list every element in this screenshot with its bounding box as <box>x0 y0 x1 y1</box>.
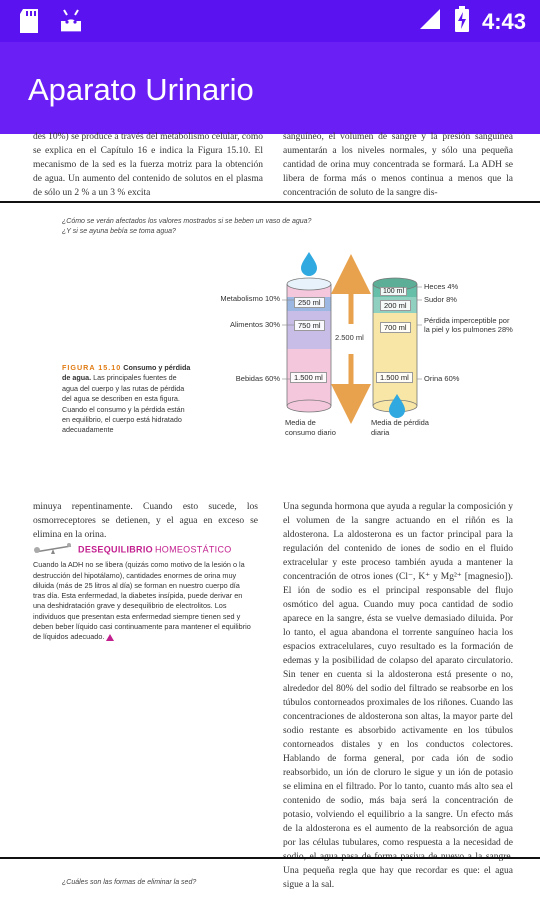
figure-question-2: ¿Y si se ayuna bebía se toma agua? <box>62 228 176 235</box>
intake-label-drinks: Bebidas 60% <box>235 374 280 383</box>
output-volume-skin-lungs: 700 ml <box>380 322 411 333</box>
top-left-paragraph: des 10%) se produce a través del metabolismo celular, como se explica en el Capítulo 16 e indica la Figura 15.10. El mecanismo de la sed es la fuerza motriz para la obtención de agua. Un aumento del contenido de solutos en el plasma de sólo un 2 % a un 3 % excita <box>33 132 263 198</box>
status-bar <box>0 0 540 42</box>
intake-cylinder <box>287 252 331 412</box>
app-title: Aparato Urinario <box>28 72 254 107</box>
output-caption: Media de pérdida diaria <box>371 418 429 437</box>
divider <box>0 857 540 859</box>
water-balance-diagram <box>0 134 540 474</box>
intake-label-food: Alimentos 30% <box>229 320 280 329</box>
top-right-paragraph: sanguíneo, el volumen de sangre y la presión sanguínea aumentarán a los niveles normales, y sólo una pequeña cantidad de orina muy concentrada se formará. La ADH se libera de forma más o menos continua a menos que la concentración de soluto de la sangre dis- <box>283 132 513 198</box>
intake-volume-metabolism: 250 ml <box>294 297 325 308</box>
homeostatic-imbalance-box <box>33 543 253 643</box>
lower-left-paragraph: minuya repentinamente. Cuando esto sucede, los osmorreceptores se detienen, y el agua en exceso se elimina en la orina. <box>33 502 258 540</box>
output-volume-feces: 100 ml <box>380 287 407 296</box>
sd-card-icon <box>18 8 40 34</box>
output-label-feces: Heces 4% <box>424 282 459 291</box>
intake-volume-drinks: 1.500 ml <box>290 372 327 383</box>
figure-question-1: ¿Cómo se verán afectados los valores mostrados si se beben un vaso de agua? <box>62 218 312 225</box>
output-label-sweat: Sudor 8% <box>424 295 457 304</box>
box-title-1: DESEQUILIBRIO <box>78 544 153 555</box>
output-label-skin-lungs: Pérdida imperceptible por la piel y los pulmones 28% <box>424 316 513 334</box>
output-label-urine: Orina 60% <box>424 374 460 383</box>
output-volume-urine: 1.500 ml <box>376 372 413 383</box>
app-bar <box>0 42 540 134</box>
intake-caption: Media de consumo diario <box>285 418 336 437</box>
output-cylinder <box>373 278 417 418</box>
intake-volume-food: 750 ml <box>294 320 325 331</box>
intake-label-metabolism: Metabolismo 10% <box>220 294 280 303</box>
battery-charging-icon <box>454 6 470 37</box>
water-drop-icon <box>301 252 317 276</box>
android-icon <box>58 8 84 34</box>
lower-right-paragraph: Una segunda hormona que ayuda a regular la composición y el volumen de la sangre actuando en el riñón es la aldosterona. La aldosterona es un factor principal para la regulación del contenido de iones de sodio en el fluido extracelular y este proceso también ayuda a mantener la concentración de otros iones (Cl⁻, K⁺ y Mg²⁺ [magnesio]). El ión de sodio es el principal responsable del flujo osmótico del agua. Cuando muy poca cantidad de sodio aparece en la sangre, ésta se vuelve demasiado diluida. Por lo tanto, el agua abandona el torrente sanguíneo hacia los espacios extracelulares, cuyo resultado es la formación de edemas y la posibilidad de colapso del aparato circulatorio. Sin tener en cuenta si la aldosterona está presente o no, alrededor del 80% del sodio del filtrado se reabsorbe en los túbulos contorneados proximales de los riñones. Cuando las concentraciones de aldosterona son altas, la mayor parte del sodio restante es absorbido activamente en los túbulos contorneados distales y en los conductos colectores. Hablando de forma general, por cada ión de sodio reabsorbido, un ión de cloruro le sigue y un ión de potasio se elimina en el filtrado. Por lo tanto, cuanto más alto sea el contenido de sodio, más baja será la concentración de potasio, volviendo el equilibrio a la sangre. Un efecto más de la aldosterona es el aumento de la reabsorción de agua por las células tubulares, como respuesta a la necesidad de Una pequeña regla que hay que recordar es que: el agua sigue a la sal. <box>283 502 513 890</box>
box-title-2: HOMEOSTÁTICO <box>154 544 232 555</box>
figure-caption-title: Consumo y pérdida de agua. <box>62 363 191 383</box>
signal-icon <box>418 7 442 36</box>
document-page[interactable] <box>0 134 540 900</box>
end-marker-icon <box>106 634 114 641</box>
imbalance-icon <box>33 543 73 558</box>
figure-caption-text: Las principales fuentes de agua del cuerpo y las rutas de pérdida del agua se describen en esta figura. Cuando el consumo y la pérdida están en equilibrio, el cuerpo está hidratado adecuadamente <box>62 373 185 435</box>
box-text: Cuando la ADH no se libera (quizás como motivo de la lesión o la destrucción del hipotálamo), cantidades enormes de orina muy diluida (más de 25 litros al día) se forman en nuestro cuerpo día tras día. Esta enfermedad, la diabetes insípida, puede derivar en una deshidratación grave y desequilibrio de electrolitos. Los individuos que presentan esta enfermedad siempre tienen sed y deben beber líquido casi continuamente para mantener el equilibrio de líquidos adecuado. <box>33 560 251 642</box>
output-volume-sweat: 200 ml <box>380 300 411 311</box>
status-clock: 4:43 <box>481 8 526 34</box>
footer-question: ¿Cuáles son las formas de eliminar la sed? <box>62 879 197 886</box>
total-volume: 2.500 ml <box>335 333 364 342</box>
figure-number: FIGURA 15.10 <box>62 363 122 372</box>
